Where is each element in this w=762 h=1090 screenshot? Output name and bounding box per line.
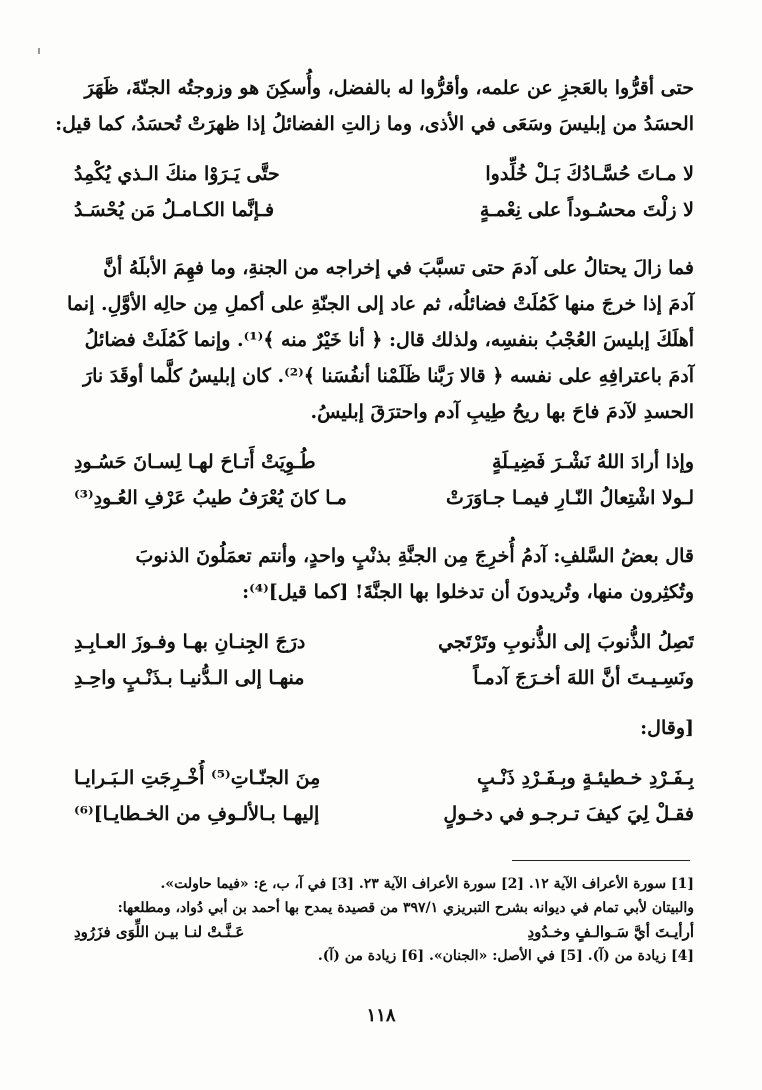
paragraph-2	[67, 250, 694, 430]
paragraph-line: حتى أقرُّوا بالعَجزِ عن علمه، وأقرُّوا له بالفضل، وأُسكِنَ هو وزوجتُه الجنّةَ، ظَهَرَ	[84, 77, 694, 99]
verse-hemistich-first: لـولا اشْتِعالُ النّـارِ فيمـا جـاوَرَتْ	[446, 487, 694, 509]
verse-hemistich-first: وإذا أرادَ اللهُ نَشْـرَ فَضِيـلَةٍ	[491, 451, 694, 473]
verse-line	[74, 760, 694, 796]
paragraph-3	[74, 538, 694, 610]
verse-line	[74, 796, 694, 832]
verse-line	[74, 660, 694, 696]
verse-line	[74, 480, 694, 516]
verse-hemistich-second: فـإنَّما الكـامـلُ مَن يُحْسَـدُ	[74, 199, 275, 221]
margin-mark	[38, 48, 40, 54]
verse-hemistich-first: لا مـاتَ حُسَّـادُكَ بَـلْ خُلِّدوا	[485, 163, 694, 185]
verse-block-3	[74, 624, 694, 696]
footnotes	[74, 872, 694, 968]
verse-line	[74, 192, 694, 228]
footnote-line: [1] سورة الأعراف الآية ١٢. [2] سورة الأعراف الآية ٢٣. [3] في آ، ب، ع: «فيما حاولت».	[160, 876, 694, 892]
footnote-verse	[74, 920, 694, 944]
verse-hemistich-second: منهـا إلى الـدُّنيـا بـذَنْـبٍ واحِـدِ	[74, 667, 305, 689]
footnote-line: [4] زيادة من (آ). [5] في الأصل: «الجنان». [6] زيادة من (آ).	[317, 948, 694, 964]
footnote-separator	[512, 860, 690, 861]
verse-block-2	[74, 444, 694, 516]
verse-block-4	[74, 760, 694, 832]
verse-hemistich-second: إليهـا بـالألـوفِ من الخـطايـا]⁽⁶⁾	[74, 803, 320, 825]
paragraph-line: قال بعضُ السَّلفِ: آدمُ أُخرِجَ مِن الجنَّةِ بذنْبٍ واحدٍ، وأنتم تعمَلُونَ الذنوبَ	[135, 545, 694, 567]
paragraph-line: فما زالَ يحتالُ على آدمَ حتى تسبَّبَ في إخراجه من الجنةِ، وما فهِمَ الأبلَهُ أنَّ	[103, 257, 694, 279]
verse-line	[74, 624, 694, 660]
verse-hemistich-second: درَجَ الجِنـانِ بهـا وفـوزَ العـابِـدِ	[74, 631, 306, 653]
verse-hemistich-first: فقـلْ لِيَ كيفَ تـرجـو في دخـولٍ	[443, 803, 694, 825]
footnote-line: والبيتان لأبي تمام في ديوانه بشرح التبريزي ٣٩٧/١ من قصيدة يمدح بها أحمد بن أبي دُواد، ومطلعها:	[117, 900, 694, 916]
verse-hemistich-first: ونَسِـيـتَ أنَّ اللهَ أخـرَجَ آدمـاً	[473, 667, 694, 689]
verse-line	[74, 444, 694, 480]
page-body	[55, 70, 694, 832]
verse-block-1	[74, 156, 694, 228]
verse-hemistich-first: بِـفَـرْدِ خـطيئـةٍ وبِـفَـرْدِ ذَنْـبٍ	[476, 767, 694, 789]
verse-line	[74, 156, 694, 192]
footnote-verse-second: عَـنَّـتْ لنـا بيـن اللِّوَى فزَرُودِ	[74, 923, 245, 941]
paragraph-line: آدمَ باعترافِهِ على نفسه ﴿ قالا رَبَّنا ظَلَمْنا أنفُسَنا ﴾⁽²⁾. كان إبليسُ كلَّما أوقَدَ نارَ	[82, 365, 694, 387]
verse-hemistich-second: مـا كانَ يُعْرَفُ طيبُ عَرْفِ العُـودِ⁽³⁾	[74, 487, 347, 509]
paragraph-line: آدمَ إذا خرجَ منها كَمُلَتْ فضائلُه، ثم عاد إلى الجنّةِ على أكملِ مِن حالِه الأوَّلِ. إنما	[67, 293, 694, 315]
waqal-label: [وقال:	[640, 717, 694, 739]
paragraph-line: وتُكثِرون منها، وتُريدونَ أن تدخلوا بها الجنَّةَ! [كما قيل]⁽⁴⁾:	[242, 581, 694, 603]
verse-hemistich-second: طُـوِيَتْ أَتـاحَ لهـا لِسـانَ حَسُـودِ	[74, 451, 316, 473]
verse-hemistich-first: تَصِلُ الذُّنوبَ إلى الذُّنوبِ وتَرْتَجي	[438, 631, 694, 653]
paragraph-line: الحسَدُ من إبليسَ وسَعَى في الأذى، وما زالتِ الفضائلُ إذا ظهرَتْ تُحسَدُ، كما قيل:	[55, 113, 694, 135]
paragraph-line: الحسدِ لآدمَ فاحَ بها ريحُ طِيبِ آدم واحترَقَ إبليسُ.	[310, 401, 694, 423]
page-number: ١١٨	[366, 1005, 396, 1026]
paragraph-line: أهلَكَ إبليسَ العُجْبُ بنفسِه، ولذلك قال: ﴿ أنا خَيْرٌ منه ﴾⁽¹⁾. وإنما كَمُلَتْ فضائلُ	[84, 329, 694, 351]
verse-hemistich-second: حتَّى يَـرَوْا منكَ الـذي يُكْمِدُ	[74, 163, 280, 185]
paragraph-1	[55, 70, 694, 142]
footnote-verse-first: أرأيـتَ أيَّ سَـوالـفٍ وخـدُودِ	[527, 923, 694, 941]
verse-hemistich-second: مِنَ الجنّـاتِ⁽⁵⁾ أُخْـرِجَتِ الـبَـرايـا	[74, 767, 321, 789]
verse-hemistich-first: لا زلْتَ محسُـوداً على نِعْمـةٍ	[479, 199, 694, 221]
